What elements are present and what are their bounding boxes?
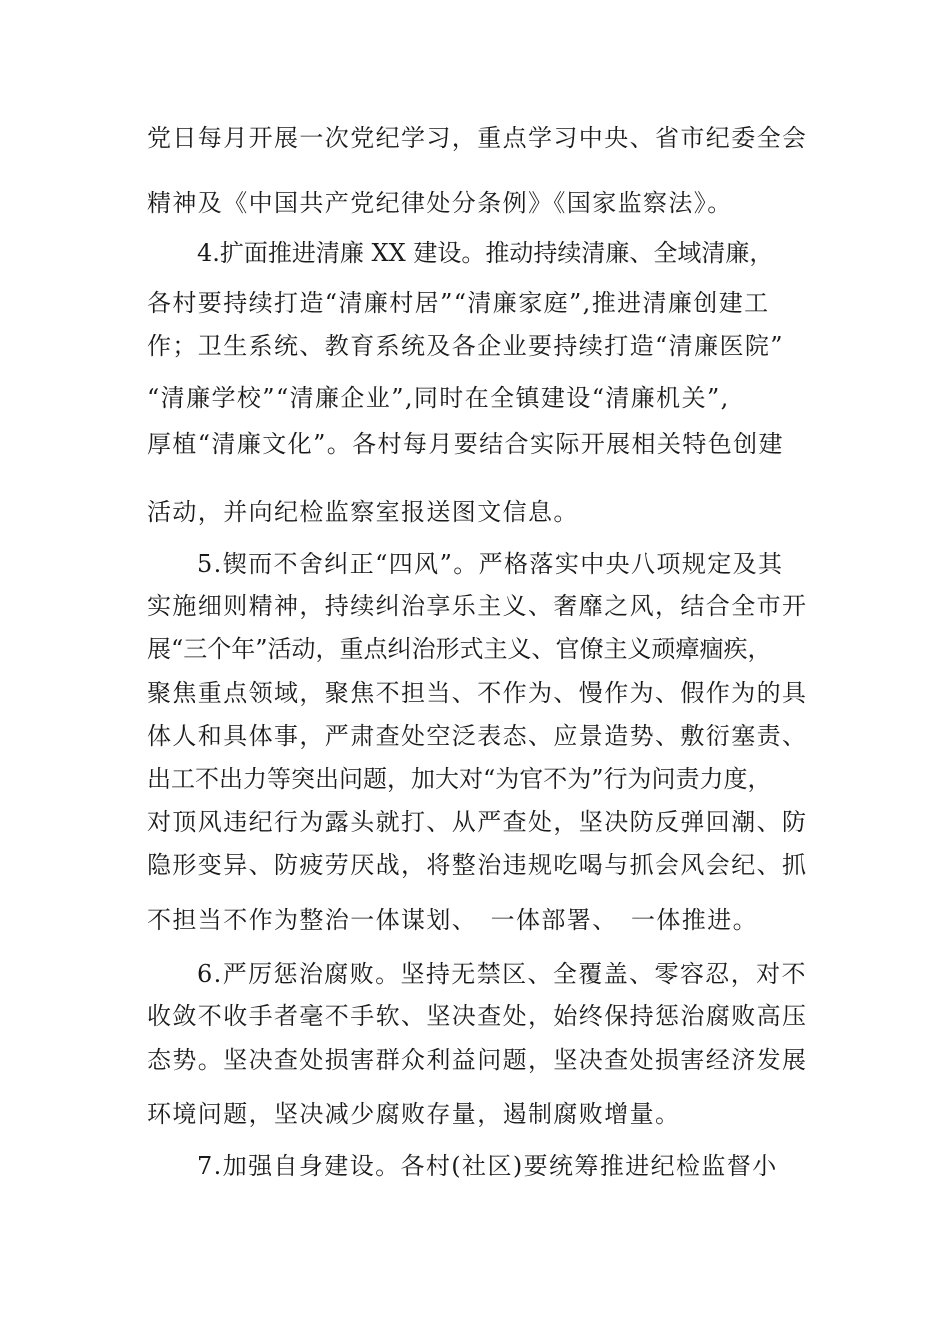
paragraph-line: 活动，并向纪检监察室报送图文信息。 (147, 498, 579, 526)
paragraph-line: 聚焦重点领域，聚焦不担当、不作为、慢作为、假作为的具 (147, 679, 808, 707)
paragraph-line: 收敛不收手者毫不手软、坚决查处，始终保持惩治腐败高压 (147, 1002, 808, 1030)
paragraph-line: 4.扩面推进清廉 XX 建设。推动持续清廉、全域清廉， (197, 239, 774, 267)
paragraph-line: 各村要持续打造“清廉村居”“清廉家庭”,推进清廉创建工 (147, 289, 770, 317)
paragraph-line: 不担当不作为整治一体谋划、 一体部署、 一体推进。 (147, 906, 758, 934)
paragraph-line: 展“三个年”活动，重点纠治形式主义、官僚主义顽瘴痼疾， (147, 635, 772, 663)
paragraph-line: 隐形变异、防疲劳厌战，将整治违规吃喝与抓会风会纪、抓 (147, 851, 808, 879)
paragraph-line: 5.锲而不舍纠正“四风”。严格落实中央八项规定及其 (197, 550, 784, 578)
paragraph-line: “清廉学校”“清廉企业”,同时在全镇建设“清廉机关”, (147, 384, 730, 412)
paragraph-line: 对顶风违纪行为露头就打、从严查处，坚决防反弹回潮、防 (147, 808, 808, 836)
paragraph-line: 实施细则精神，持续纠治享乐主义、奢靡之风，结合全市开 (147, 592, 808, 620)
paragraph-line: 体人和具体事，严肃查处空泛表态、应景造势、敷衍塞责、 (147, 722, 808, 750)
paragraph-line: 7.加强自身建设。各村(社区)要统筹推进纪检监督小 (197, 1152, 778, 1180)
paragraph-line: 环境问题，坚决减少腐败存量，遏制腐败增量。 (147, 1100, 681, 1128)
paragraph-line: 厚植“清廉文化”。各村每月要结合实际开展相关特色创建 (147, 430, 784, 458)
paragraph-line: 党日每月开展一次党纪学习，重点学习中央、省市纪委全会 (147, 124, 808, 152)
paragraph-line: 精神及《中国共产党纪律处分条例》《国家监察法》。 (147, 189, 733, 217)
paragraph-line: 出工不出力等突出问题，加大对“为官不为”行为问责力度， (147, 765, 772, 793)
paragraph-line: 态势。坚决查处损害群众利益问题，坚决查处损害经济发展 (147, 1046, 808, 1074)
paragraph-line: 6.严厉惩治腐败。坚持无禁区、全覆盖、零容忍，对不 (197, 960, 807, 988)
paragraph-line: 作；卫生系统、教育系统及各企业要持续打造“清廉医院” (147, 332, 784, 360)
